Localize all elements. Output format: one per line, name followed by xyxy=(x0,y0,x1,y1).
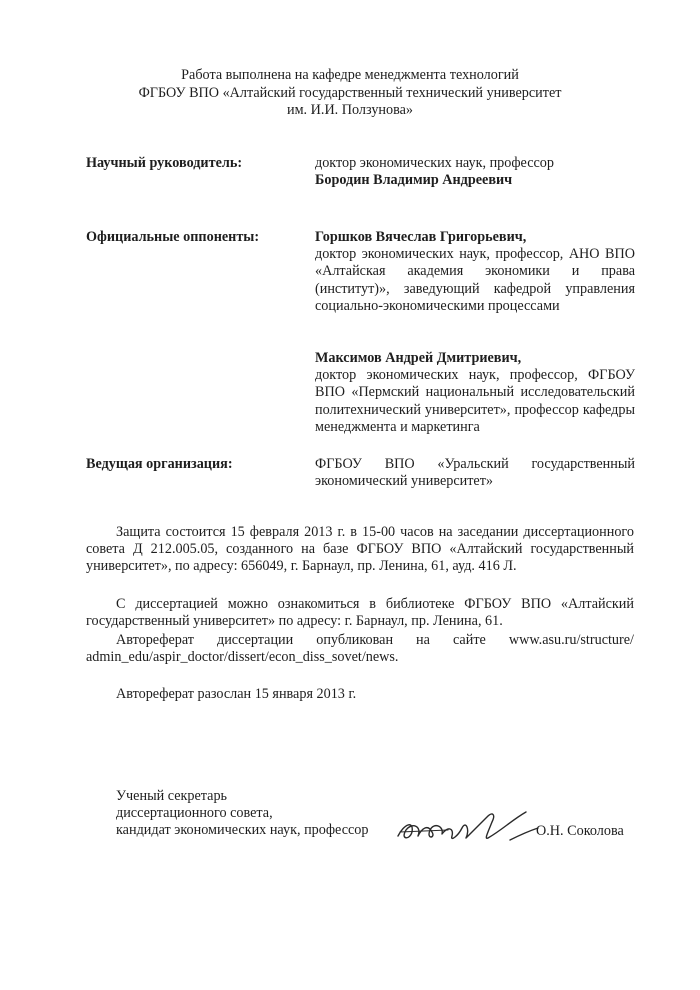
published-paragraph: Автореферат диссертации опубликован на сайте www.asu.ru/structure/ admin_edu/aspir_doctor/dissert/econ_diss_sovet/news. xyxy=(86,632,634,666)
document-header xyxy=(0,67,700,120)
opponent-1-details: доктор экономических наук, профессор, АНО ВПО «Алтайская академия экономики и права (институт)», заведующий кафедрой управления социально-экономическими процессами xyxy=(315,246,635,314)
defense-paragraph: Защита состоится 15 февраля 2013 г. в 15-00 часов на заседании диссертационного совета Д 212.005.05, созданного на базе ФГБОУ ВПО «Алтайский государственный университет», по адресу: 656049, г. Барнаул, пр. Ленина, 61, ауд. 416 Л. xyxy=(86,524,634,575)
header-line-2: ФГБОУ ВПО «Алтайский государственный технический университет xyxy=(138,84,562,101)
header-line-1: Работа выполнена на кафедре менеджмента технологий xyxy=(181,67,519,83)
secretary-name: О.Н. Соколова xyxy=(536,823,624,839)
supervisor-label: Научный руководитель: xyxy=(86,155,243,171)
leading-org-value: ФГБОУ ВПО «Уральский государственный экономический университет» xyxy=(315,456,635,490)
supervisor-block xyxy=(315,155,635,189)
opponent-2-name: Максимов Андрей Дмитриевич, xyxy=(315,350,522,366)
opponents-label: Официальные оппоненты: xyxy=(86,229,260,245)
secretary-block xyxy=(116,788,368,840)
supervisor-degree: доктор экономических наук, профессор xyxy=(315,155,554,171)
opponent-2-details: доктор экономических наук, профессор, ФГБОУ ВПО «Пермский национальный исследовательский политехнический университет», профессор кафедры менеджмента и маркетинга xyxy=(315,367,635,435)
opponent-1-name: Горшков Вячеслав Григорьевич, xyxy=(315,229,527,245)
handwritten-signature xyxy=(392,806,542,848)
header-line-3: им. И.И. Ползунова» xyxy=(286,102,414,118)
library-paragraph: С диссертацией можно ознакомиться в библиотеке ФГБОУ ВПО «Алтайский государственный университет» по адресу: г. Барнаул, пр. Ленина, 61. xyxy=(86,596,634,630)
supervisor-name: Бородин Владимир Андреевич xyxy=(315,172,513,189)
sent-paragraph: Автореферат разослан 15 января 2013 г. xyxy=(116,686,357,702)
secretary-line-1: Ученый секретарь xyxy=(116,788,228,804)
opponent-1-block xyxy=(315,229,635,315)
secretary-line-2: диссертационного совета, xyxy=(116,805,273,822)
leading-org-label: Ведущая организация: xyxy=(86,456,233,472)
opponent-2-block xyxy=(315,350,635,436)
secretary-line-3: кандидат экономических наук, профессор xyxy=(116,822,369,839)
